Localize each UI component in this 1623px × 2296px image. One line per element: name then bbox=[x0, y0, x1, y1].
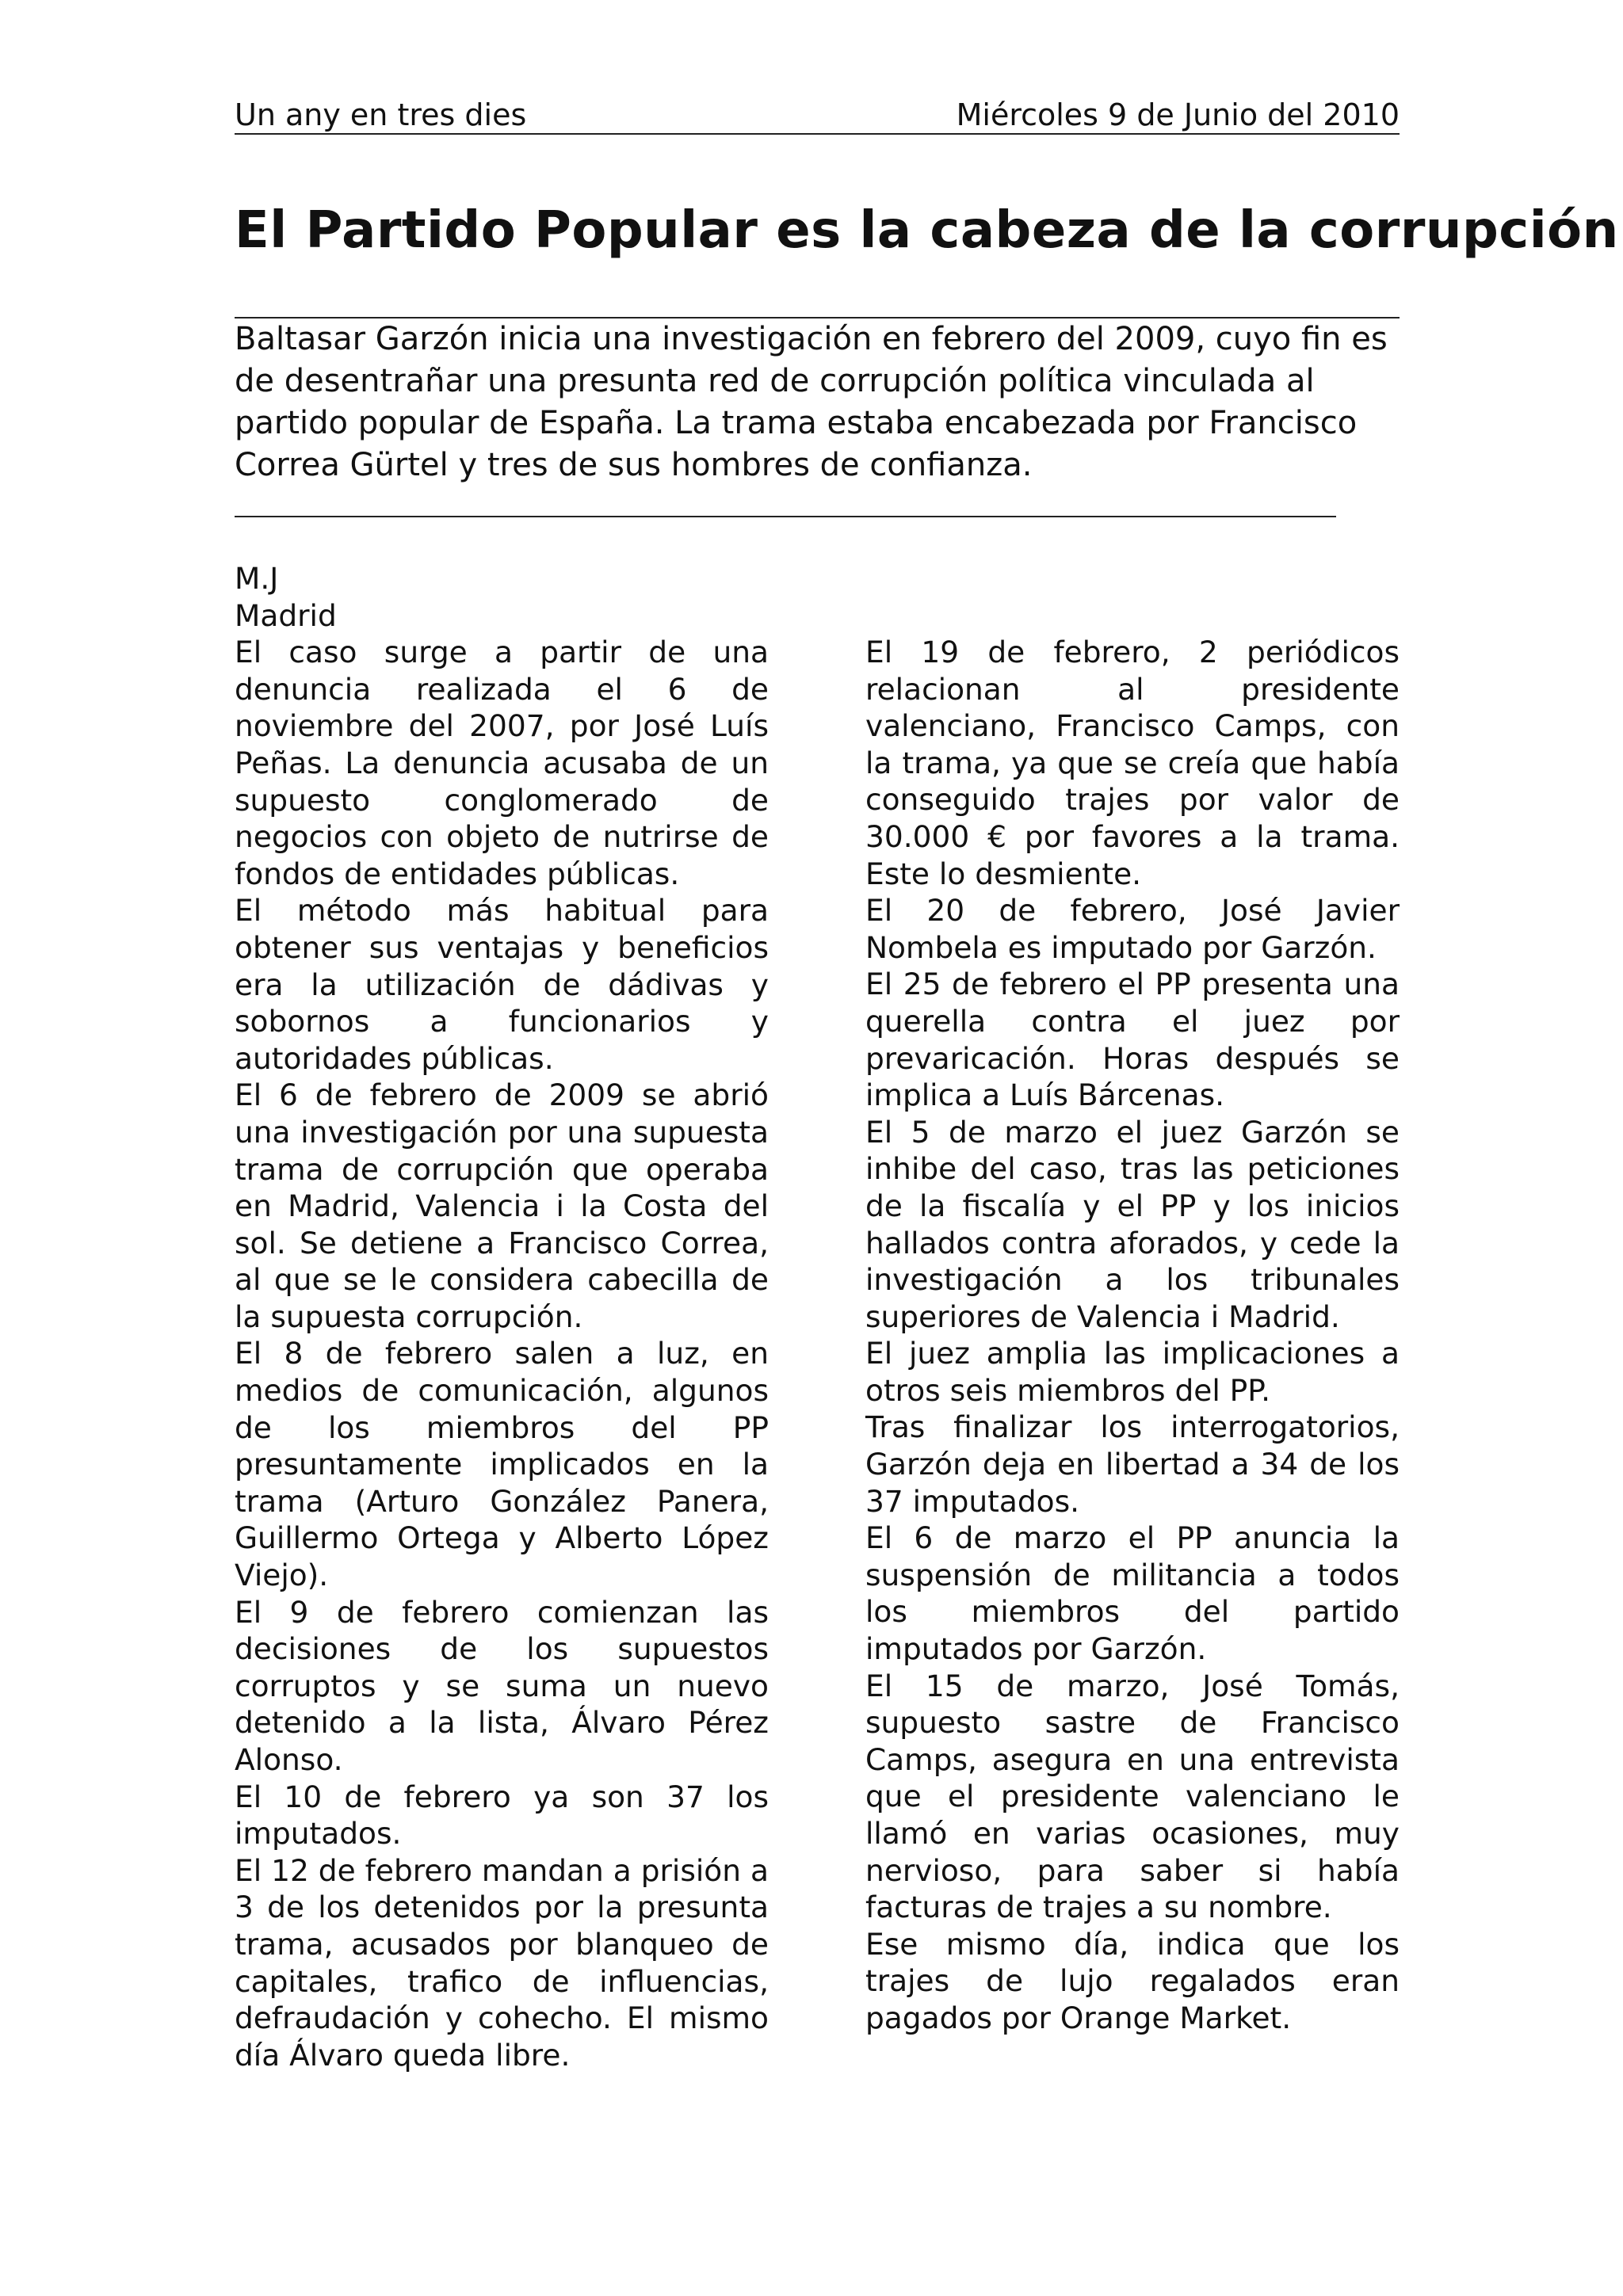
article-paragraph: El caso surge a partir de una denuncia realizada el 6 de noviembre del 2007, por José Luís Peñas. La denuncia acusaba de un supuesto conglomerado de negocios con objeto de nutrirse de fondos de entidades públicas. bbox=[235, 635, 769, 891]
lead-bottom-divider bbox=[235, 516, 1336, 517]
article-paragraph: Tras finalizar los interrogatorios, Garzón deja en libertad a 34 de los 37 imputados. bbox=[865, 1409, 1400, 1519]
article-paragraph: El 12 de febrero mandan a prisión a 3 de los detenidos por la presunta trama, acusados por blanqueo de capitales, trafico de influencias, defraudación y cohecho. El mismo día Álvaro queda libre. bbox=[235, 1852, 769, 2073]
article-paragraph: El 20 de febrero, José Javier Nombela es imputado por Garzón. bbox=[865, 893, 1400, 965]
article-paragraph: Ese mismo día, indica que los trajes de lujo regalados eran pagados por Orange Market. bbox=[865, 1926, 1400, 2035]
article-author: M.J bbox=[235, 561, 279, 596]
article-location: Madrid bbox=[235, 597, 337, 633]
article-paragraph: El 25 de febrero el PP presenta una querella contra el juez por prevaricación. Horas después se implica a Luís Bárcenas. bbox=[865, 967, 1400, 1113]
article-column-left bbox=[235, 560, 769, 2073]
article-paragraph: El 8 de febrero salen a luz, en medios de comunicación, algunos de los miembros del PP presuntamente implicados en la trama (Arturo González Panera, Guillermo Ortega y Alberto López Viejo). bbox=[235, 1336, 769, 1593]
publication-name: Un any en tres dies bbox=[235, 97, 527, 132]
article-lead: Baltasar Garzón inicia una investigación en febrero del 2009, cuyo fin es de desentrañar una presunta red de corrupción política vinculada al partido popular de España. La trama estaba encabezada por Francisco Correa Gürtel y tres de sus hombres de confianza. bbox=[235, 321, 1388, 483]
article-paragraph: El 6 de febrero de 2009 se abrió una investigación por una supuesta trama de corrupción que operaba en Madrid, Valencia i la Costa del sol. Se detiene a Francisco Correa, al que se le considera cabecilla de la supuesta corrupción. bbox=[235, 1077, 769, 1334]
article-paragraph: El juez amplia las implicaciones a otros seis miembros del PP. bbox=[865, 1336, 1400, 1408]
article-paragraph: El 9 de febrero comienzan las decisiones de los supuestos corruptos y se suma un nuevo detenido a la lista, Álvaro Pérez Alonso. bbox=[235, 1594, 769, 1777]
article-paragraph: El 15 de marzo, José Tomás, supuesto sastre de Francisco Camps, asegura en una entrevista que el presidente valenciano le llamó en varias ocasiones, muy nervioso, para saber si había facturas de trajes a su nombre. bbox=[865, 1668, 1400, 1925]
publication-date: Miércoles 9 de Junio del 2010 bbox=[956, 97, 1400, 132]
article-paragraph: El 10 de febrero ya son 37 los imputados. bbox=[235, 1779, 769, 1852]
article-paragraph: El 6 de marzo el PP anuncia la suspensión de militancia a todos los miembros del partido imputados por Garzón. bbox=[865, 1520, 1400, 1667]
article-title: El Partido Popular es la cabeza de la corrupción bbox=[235, 201, 1619, 260]
page-header bbox=[235, 97, 1400, 135]
article-column-right bbox=[865, 634, 1400, 2037]
article-paragraph: El método más habitual para obtener sus ventajas y beneficios era la utilización de dádivas y sobornos a funcionarios y autoridades públicas. bbox=[235, 893, 769, 1076]
article-paragraph: El 19 de febrero, 2 periódicos relacionan al presidente valenciano, Francisco Camps, con la trama, ya que se creía que había conseguido trajes por valor de 30.000 € por favores a la trama. Este lo desmiente. bbox=[865, 635, 1400, 891]
article-paragraph: El 5 de marzo el juez Garzón se inhibe del caso, tras las peticiones de la fiscalía y el PP y los inicios hallados contra aforados, y cede la investigación a los tribunales superiores de Valencia i Madrid. bbox=[865, 1114, 1400, 1334]
